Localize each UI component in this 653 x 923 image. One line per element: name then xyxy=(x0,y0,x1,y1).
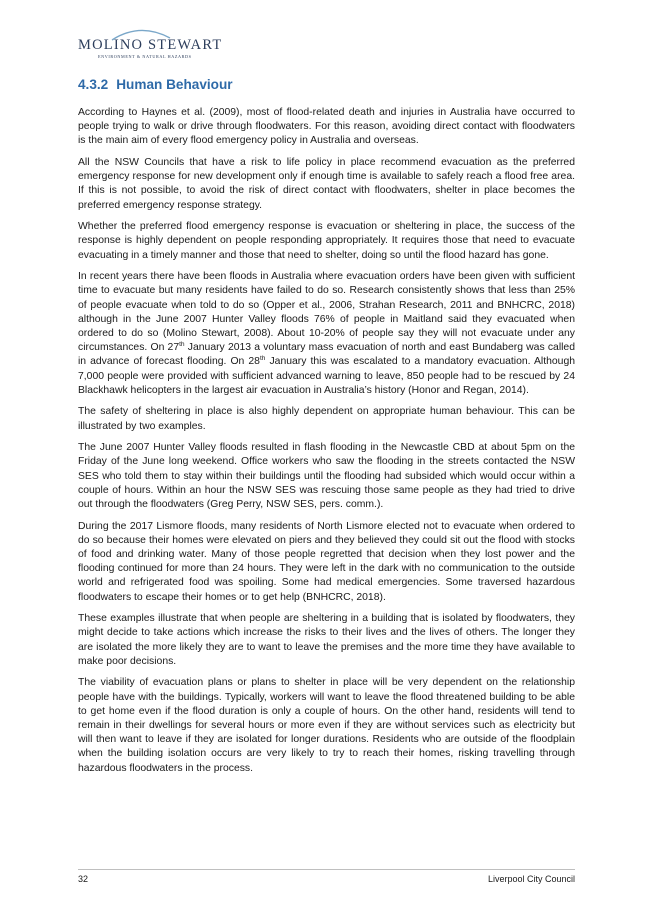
logo-tagline: ENVIRONMENT & NATURAL HAZARDS xyxy=(98,54,192,59)
paragraph xyxy=(78,270,575,398)
body-text xyxy=(78,106,575,783)
superscript: th xyxy=(179,341,185,349)
paragraph: According to Haynes et al. (2009), most of flood-related death and injuries in Australia have occurred to people trying to walk or drive through floodwaters. For this reason, avoiding direct contact with floodwaters is the main aim of every flood emergency policy in Australia and overseas. xyxy=(78,107,575,147)
text-run: January this was escalated to a mandatory evacuation. Although 7,000 people were provided with sufficient advanced warning to leave, 850 people had to be rescued by 24 Blackhawk helicopters in the largest air evacuation in Australia’s history (Honor and Regan, 2014). xyxy=(78,356,575,396)
paragraph: All the NSW Councils that have a risk to life policy in place recommend evacuation as the preferred emergency response for new development only if enough time is available to safely reach a flood free area. If this is not possible, to avoid the risk of direct contact with floodwaters, shelter in place becomes the preferred emergency response strategy. xyxy=(78,157,575,211)
page-number: 32 xyxy=(78,874,89,884)
paragraph: The safety of sheltering in place is also highly dependent on appropriate human behaviour. This can be illustrated by two examples. xyxy=(78,406,575,432)
text-run: In recent years there have been floods in Australia where evacuation orders have been given with sufficient time to evacuate but many residents have failed to do so. Research consistently shows that less than 25% of people evacuate when told to do so (Opper et al., 2006, Strahan Research, 2011 and BNHCRC, 2018) although in the June 2007 Hunter Valley floods 76% of people in Maitland said they evacuated when ordered to do so (Molino Stewart, 2008). About 10-20% of people say they will not evacuate under any circumstances. On 27 xyxy=(78,271,575,354)
company-logo xyxy=(78,24,223,64)
paragraph: Whether the preferred flood emergency response is evacuation or sheltering in place, the success of the response is highly dependent on people responding appropriately. It requires those that need to evacuate evacuating in a timely manner and those that need to shelter, doing so until the flood hazard has gone. xyxy=(78,221,575,261)
section-heading xyxy=(78,77,233,92)
paragraph: These examples illustrate that when people are sheltering in a building that is isolated by floodwaters, they might decide to take actions which increase the risks to their lives and the lives of others. The longer they are isolated the more likely they are to want to leave the premises and the more time they have available to make poor decisions. xyxy=(78,613,575,667)
logo-wordmark: MOLINO STEWART xyxy=(78,37,223,53)
paragraph: During the 2017 Lismore floods, many residents of North Lismore elected not to evacuate when ordered to do so because their homes were elevated on piers and they believed they could sit out the flood with stocks of food and drinking water. Many of those people regretted that decision when they lost power and the flooding continued for more than 24 hours. They were left in the dark with no communication to the outside world and refrigerated food was spoiling. Some had medical emergencies. Some traversed hazardous floodwaters to escape their homes or to get help (BNHCRC, 2018). xyxy=(78,520,575,603)
footer-divider xyxy=(78,869,575,870)
section-title: Human Behaviour xyxy=(116,77,233,92)
paragraph: The June 2007 Hunter Valley floods resulted in flash flooding in the Newcastle CBD at about 5pm on the Friday of the June long weekend. Office workers who saw the flooding in the streets contacted the NSW SES who told them to stay within their buildings until the flooding had subsided which would occur within a couple of hours. Within an hour the NSW SES was rescuing those same people as they had tried to drive out through the floodwaters (Greg Perry, NSW SES, pers. comm.). xyxy=(78,442,575,511)
text-run: January 2013 a voluntary mass evacuation of north and east Bundaberg was called in advance of forecast flooding. On 28 xyxy=(78,342,575,368)
footer-organisation: Liverpool City Council xyxy=(487,874,575,884)
paragraph: The viability of evacuation plans or plans to shelter in place will be very dependent on the relationship people have with the buildings. Typically, workers will want to leave the flood threatened building to be able to get home even if the flood duration is only a couple of hours. On the other hand, residents will tend to remain in their dwellings for several hours or more even if they are without services such as electricity but will then want to leave if they are isolated for longer durations. Residents who are outside of the floodplain when the building isolation occurs are very likely to try to reach their homes, risking travelling through hazardous floodwaters in the process. xyxy=(78,677,575,774)
section-number: 4.3.2 xyxy=(78,77,109,92)
superscript: th xyxy=(259,355,266,363)
